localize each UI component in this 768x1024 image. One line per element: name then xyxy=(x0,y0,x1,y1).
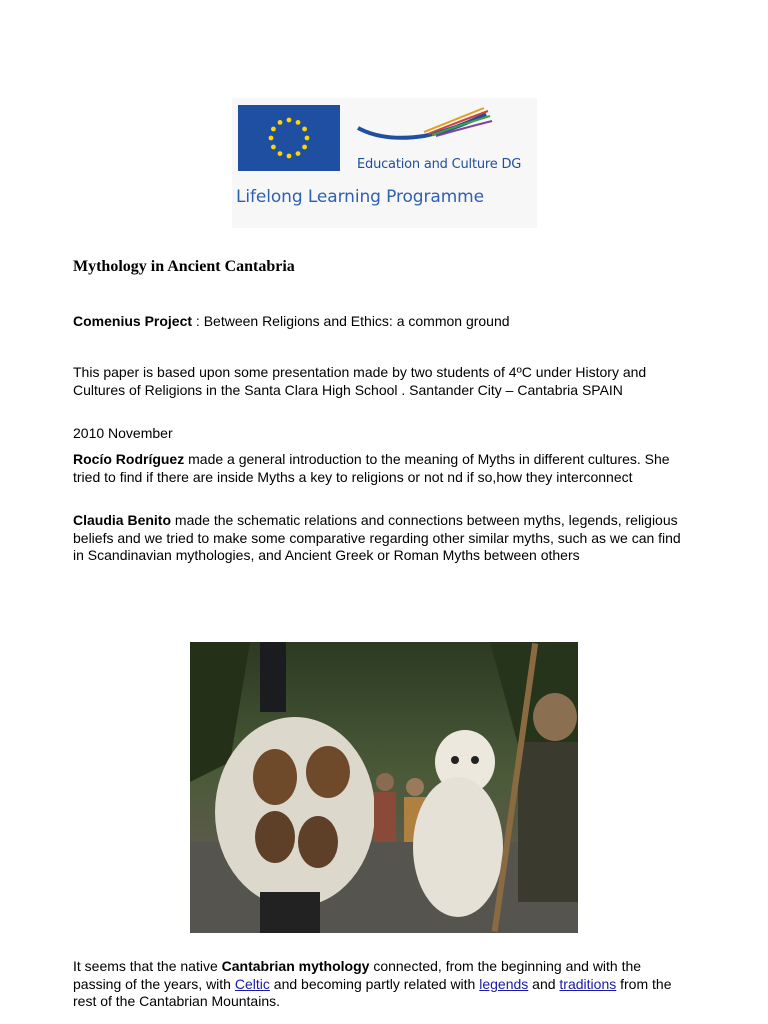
student1-text: made a general introduction to the meaning of Myths in different cultures. She tried to find if there are inside Myths a key to religions or not nd if so,how they interconnect xyxy=(73,451,670,485)
swoosh-icon xyxy=(354,102,494,146)
closing-part3: and becoming partly related with xyxy=(269,975,480,992)
project-label: Comenius Project xyxy=(73,313,193,329)
closing-part1: It seems that the native xyxy=(73,958,222,974)
celtic-link[interactable]: Celtic xyxy=(234,975,270,992)
org-name: Education and Culture DG xyxy=(357,157,522,172)
eu-flag-icon xyxy=(238,105,340,171)
carnival-photo xyxy=(190,642,578,933)
project-separator: : xyxy=(192,313,204,329)
project-text: Between Religions and Ethics: a common ground xyxy=(203,313,510,329)
student2-name: Claudia Benito xyxy=(73,512,172,528)
closing-part5: from the rest of the Cantabrian Mountains. xyxy=(73,975,672,1009)
student1-name: Rocío Rodríguez xyxy=(73,451,185,467)
programme-name: Lifelong Learning Programme xyxy=(236,187,484,207)
eu-programme-logo xyxy=(232,98,537,228)
student2-paragraph xyxy=(73,512,693,565)
closing-part4: and xyxy=(528,975,560,992)
date-line: 2010 November xyxy=(73,425,173,441)
closing-part2: connected, from the beginning and with the passing of the years, with xyxy=(73,958,642,992)
intro-paragraph: This paper is based upon some presentation made by two students of 4ºC under History and Cultures of Religions in the Santa Clara High School . Santander City – Cantabria SPAIN xyxy=(73,364,647,398)
student1-paragraph xyxy=(73,451,693,486)
traditions-link[interactable]: traditions xyxy=(559,975,617,992)
page-title: Mythology in Ancient Cantabria xyxy=(73,258,295,275)
closing-paragraph xyxy=(73,958,693,1011)
project-line xyxy=(73,313,693,331)
student2-text: made the schematic relations and connections between myths, legends, religious beliefs and we tried to make some comparative regarding other similar myths, such as we can find in Scandinavian mythologies, and Ancient Greek or Roman Myths between others xyxy=(73,512,681,563)
legends-link[interactable]: legends xyxy=(479,975,529,992)
closing-bold: Cantabrian mythology xyxy=(221,958,370,974)
